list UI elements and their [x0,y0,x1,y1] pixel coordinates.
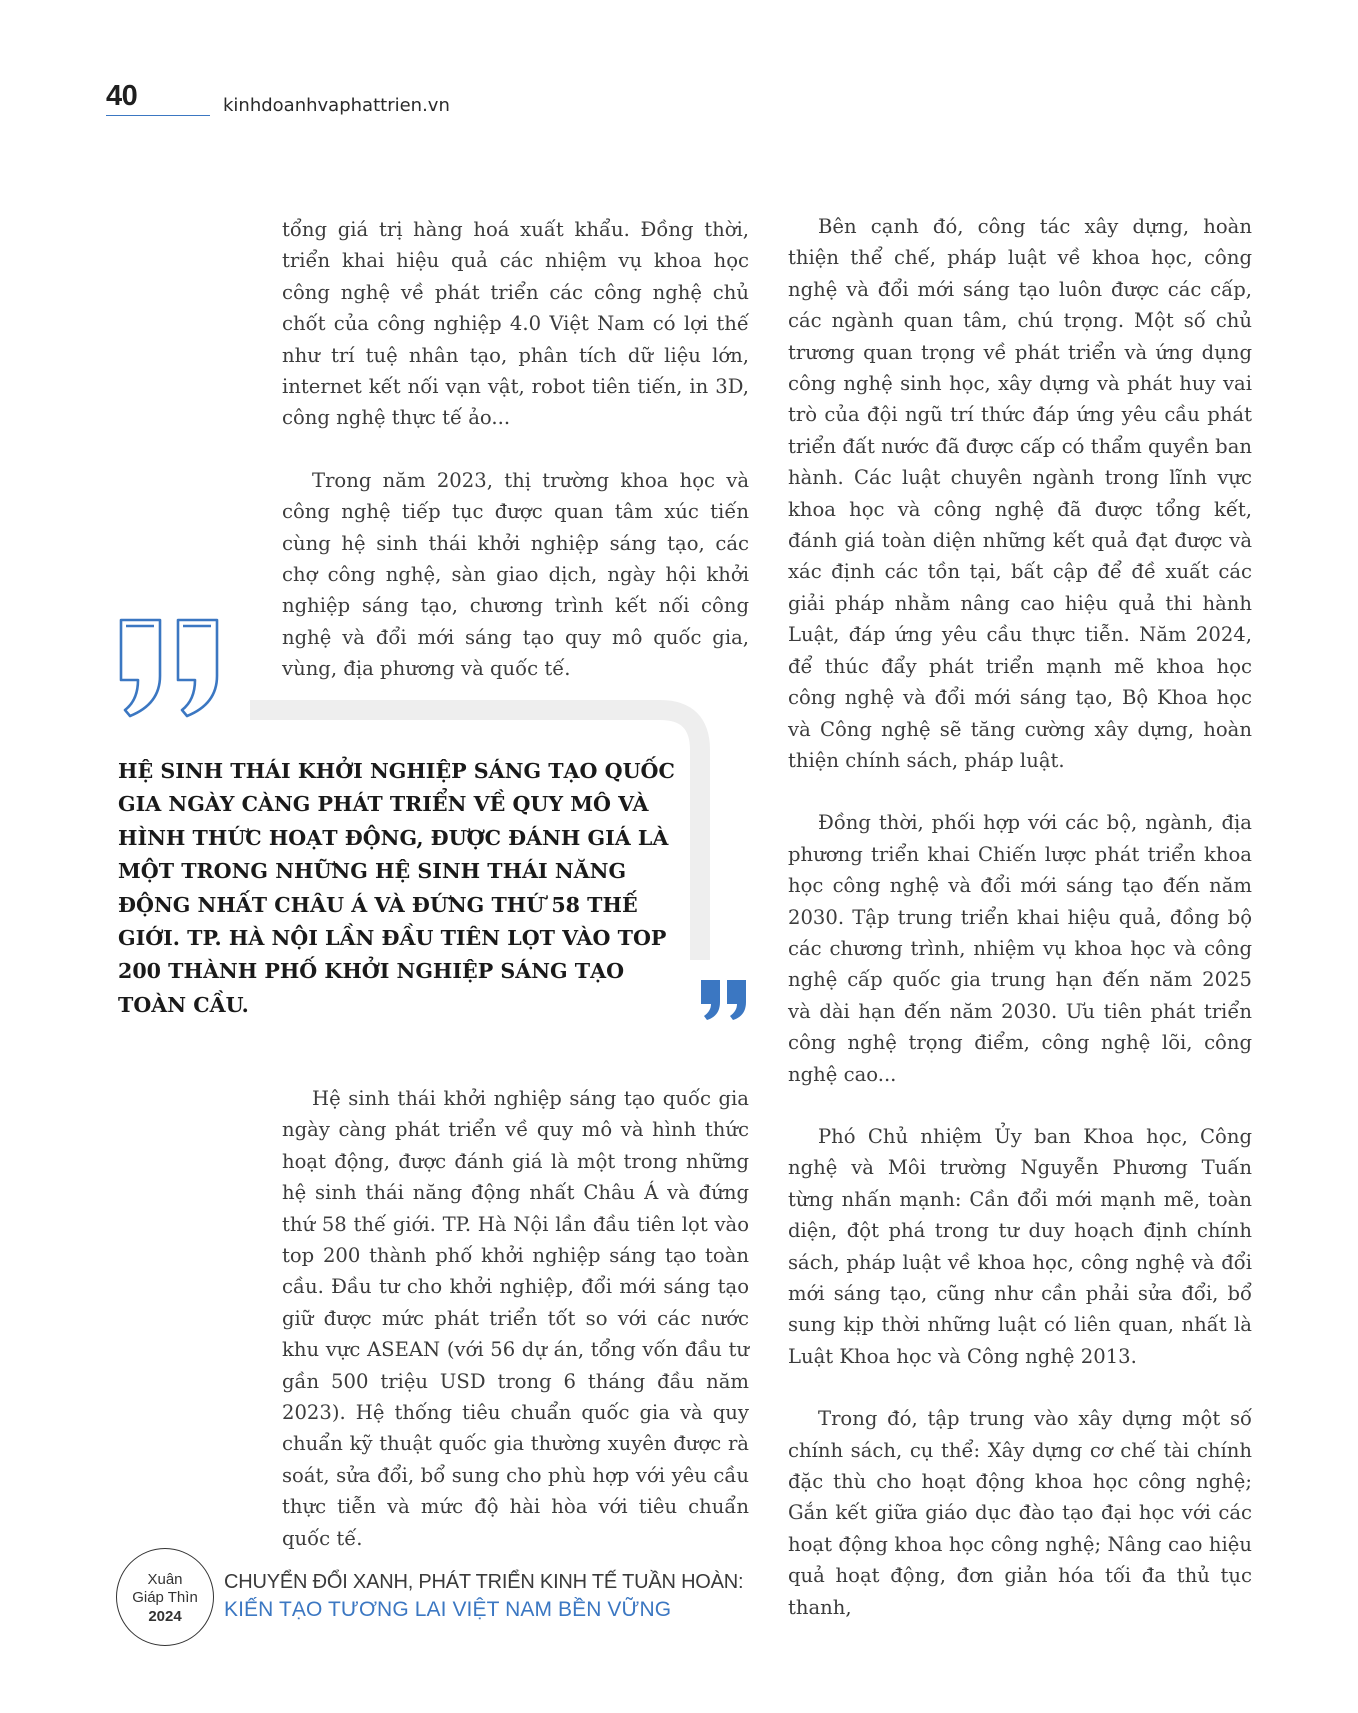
site-url: kinhdoanhvaphattrien.vn [223,95,450,116]
page-number-rule [106,115,210,116]
paragraph: Hệ sinh thái khởi nghiệp sáng tạo quốc gia ngày càng phát triển về quy mô và hình thức hoạt động, được đánh giá là một trong những hệ sinh thái năng động nhất Châu Á và đứng thứ 58 thế giới. TP. Hà Nội lần đầu tiên lọt vào top 200 thành phố khởi nghiệp sáng tạo toàn cầu. Đầu tư cho khởi nghiệp, đổi mới sáng tạo giữ được mức phát triển tốt so với các nước khu vực ASEAN (với 56 dự án, tổng vốn đầu tư gần 500 triệu USD trong 6 tháng đầu năm 2023). Hệ thống tiêu chuẩn quốc gia và quy chuẩn kỹ thuật quốc gia thường xuyên được rà soát, sửa đổi, bổ sung cho phù hợp với yêu cầu thực tiễn và mức độ hài hòa với tiêu chuẩn quốc tế. [282,1087,749,1550]
badge-year: 2024 [148,1608,182,1625]
pull-quote: HỆ SINH THÁI KHỞI NGHIỆP SÁNG TẠO QUỐC GIA NGÀY CÀNG PHÁT TRIỂN VỀ QUY MÔ VÀ HÌNH THỨC HOẠT ĐỘNG, ĐƯỢC ĐÁNH GIÁ LÀ MỘT TRONG NHỮNG HỆ SINH THÁI NĂNG ĐỘNG NHẤT CHÂU Á VÀ ĐỨNG THỨ 58 THẾ GIỚI. TP. HÀ NỘI LẦN ĐẦU TIÊN LỌT VÀO TOP 200 THÀNH PHỐ KHỞI NGHIỆP SÁNG TẠO TOÀN CẦU. [118,759,675,1017]
paragraph: Phó Chủ nhiệm Ủy ban Khoa học, Công nghệ và Môi trường Nguyễn Phương Tuấn từng nhấn mạnh: Cần đổi mới mạnh mẽ, toàn diện, đột phá trong tư duy hoạch định chính sách, pháp luật về khoa học, công nghệ và đổi mới sáng tạo, cũng như cần phải sửa đổi, bổ sung kịp thời những luật có liên quan, nhất là Luật Khoa học và Công nghệ 2013. [788,1124,1252,1368]
paragraph: tổng giá trị hàng hoá xuất khẩu. Đồng thời, triển khai hiệu quả các nhiệm vụ khoa học công nghệ về phát triển các công nghệ chủ chốt của công nghiệp 4.0 Việt Nam có lợi thế như trí tuệ nhân tạo, phân tích dữ liệu lớn, internet kết nối vạn vật, robot tiên tiến, in 3D, công nghệ thực tế ảo... [282,218,749,430]
footer-title: CHUYỂN ĐỔI XANH, PHÁT TRIỂN KINH TẾ TUẦN HOÀN: [224,1571,744,1593]
open-quote-icon [118,618,226,718]
paragraph: Trong năm 2023, thị trường khoa học và công nghệ tiếp tục được quan tâm xúc tiến cùng hệ sinh thái khởi nghiệp sáng tạo, các chợ công nghệ, sàn giao dịch, ngày hội khởi nghiệp sáng tạo, chương trình kết nối công nghệ và đổi mới sáng tạo quy mô quốc gia, vùng, địa phương và quốc tế. [282,468,749,681]
close-quote-icon [701,980,747,1020]
right-column [788,211,1252,1623]
page-number: 40 [106,80,138,112]
footer-subtitle: KIẾN TẠO TƯƠNG LAI VIỆT NAM BỀN VỮNG [224,1598,672,1621]
badge-line: Xuân [147,1571,183,1588]
badge-line: Giáp Thìn [132,1589,198,1606]
issue-badge [116,1548,214,1646]
paragraph: Đồng thời, phối hợp với các bộ, ngành, địa phương triển khai Chiến lược phát triển khoa học công nghệ và đổi mới sáng tạo đến năm 2030. Tập trung triển khai hiệu quả, đồng bộ các chương trình, nhiệm vụ khoa học và công nghệ cấp quốc gia trung hạn đến năm 2025 và dài hạn đến năm 2030. Ưu tiên phát triển công nghệ trọng điểm, công nghệ lõi, công nghệ cao... [788,811,1252,1086]
left-column-top [282,214,749,685]
paragraph: Trong đó, tập trung vào xây dựng một số chính sách, cụ thể: Xây dựng cơ chế tài chính đặc thù cho hoạt động khoa học công nghệ; Gắn kết giữa giáo dục đào tạo đại học với các hoạt động khoa học công nghệ; Nâng cao hiệu quả hoạt động, đơn giản hóa tối đa thủ tục thanh, [788,1407,1252,1619]
paragraph: Bên cạnh đó, công tác xây dựng, hoàn thiện thể chế, pháp luật về khoa học, công nghệ và đổi mới sáng tạo luôn được các cấp, các ngành quan tâm, chú trọng. Một số chủ trương quan trọng về phát triển và ứng dụng công nghệ sinh học, xây dựng và phát huy vai trò của đội ngũ trí thức đáp ứng yêu cầu phát triển đất nước đã được cấp có thẩm quyền ban hành. Các luật chuyên ngành trong lĩnh vực khoa học và công nghệ đã được tổng kết, đánh giá toàn diện những kết quả đạt được và xác định các tồn tại, bất cập để đề xuất các giải pháp nhằm nâng cao hiệu quả thi hành Luật, đáp ứng yêu cầu thực tiễn. Năm 2024, để thúc đẩy phát triển mạnh mẽ khoa học công nghệ và đổi mới sáng tạo, Bộ Khoa học và Công nghệ sẽ tăng cường xây dựng, hoàn thiện chính sách, pháp luật. [788,215,1252,772]
left-column-bottom [282,1083,749,1554]
